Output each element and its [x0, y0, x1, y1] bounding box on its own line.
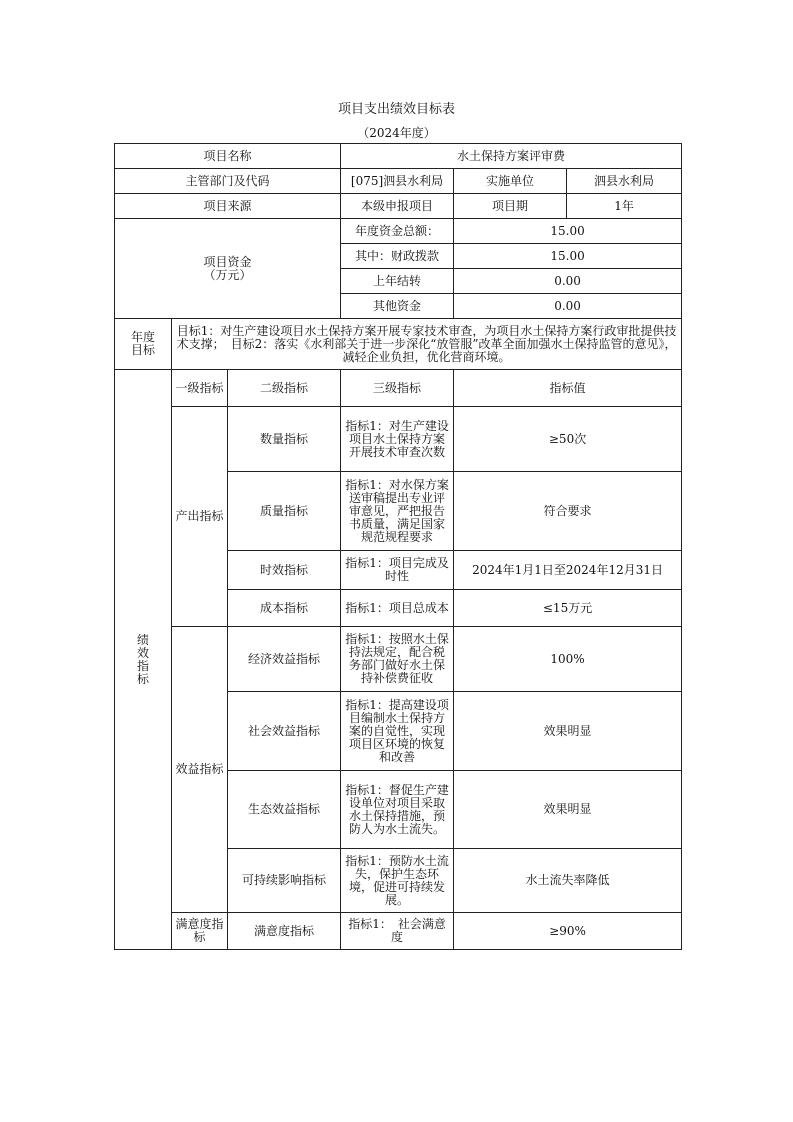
funds-total-label: 年度资金总额：	[341, 219, 454, 244]
header-level2: 二级指标	[228, 370, 341, 407]
impl-label: 实施单位	[454, 169, 567, 194]
project-name-value: 水土保持方案评审费	[341, 144, 682, 169]
value-cell: 水土流失率降低	[454, 849, 682, 913]
header-level1: 一级指标	[172, 370, 228, 407]
level2-cell: 成本指标	[228, 590, 341, 627]
doc-title: 项目支出绩效目标表	[337, 102, 455, 117]
level2-cell: 满意度指标	[228, 913, 341, 950]
period-label: 项目期	[454, 194, 567, 219]
value-cell: 100%	[454, 627, 682, 692]
source-label: 项目来源	[115, 194, 341, 219]
funds-carryover-label: 上年结转	[341, 269, 454, 294]
level3-cell: 指标1：项目完成及时性	[341, 551, 454, 590]
dept-label: 主管部门及代码	[115, 169, 341, 194]
level2-cell: 社会效益指标	[228, 692, 341, 771]
level3-cell: 指标1：提高建设项目编制水土保持方案的自觉性，实现项目区环境的恢复和改善	[341, 692, 454, 771]
level2-cell: 可持续影响指标	[228, 849, 341, 913]
level3-cell: 指标1：项目总成本	[341, 590, 454, 627]
group-output: 产出指标	[172, 407, 228, 627]
goal-label-line2: 目标	[130, 343, 155, 357]
group-benefit: 效益指标	[172, 627, 228, 913]
perf-label-char: 效	[136, 645, 149, 660]
level3-cell: 指标1：对生产建设项目水土保持方案开展技术审查次数	[341, 407, 454, 472]
goal-label-line1: 年度	[130, 330, 155, 344]
period-value: 1年	[567, 194, 682, 219]
level3-cell: 指标1：对水保方案送审稿提出专业评审意见，严把报告书质量，满足国家规范规程要求	[341, 472, 454, 551]
funds-total-value: 15.00	[454, 219, 682, 244]
source-value: 本级申报项目	[341, 194, 454, 219]
group-satisfaction: 满意度指标	[172, 913, 228, 950]
level2-cell: 经济效益指标	[228, 627, 341, 692]
funds-other-value: 0.00	[454, 294, 682, 319]
perf-label	[115, 370, 172, 950]
value-cell: 效果明显	[454, 692, 682, 771]
funds-fiscal-label: 其中：财政拨款	[341, 244, 454, 269]
level3-cell: 指标1：预防水土流失，保护生态环境，促进可持续发展。	[341, 849, 454, 913]
doc-year: （2024年度）	[357, 126, 436, 140]
project-name-label: 项目名称	[115, 144, 341, 169]
perf-label-char: 绩	[136, 632, 149, 647]
impl-value: 泗县水利局	[567, 169, 682, 194]
funds-carryover-value: 0.00	[454, 269, 682, 294]
goal-text: 目标1：对生产建设项目水土保持方案开展专家技术审查，为项目水土保持方案行政审批提供技术支撑； 目标2：落实《水利部关于进一步深化“放管服”改革全面加强水土保持监管的意见》，减轻企业负担，优化营商环境。	[172, 319, 682, 370]
perf-label-char: 指	[136, 658, 149, 673]
funds-label	[115, 219, 341, 319]
level3-cell: 指标1： 社会满意度	[341, 913, 454, 950]
level3-cell: 指标1：按照水土保持法规定，配合税务部门做好水土保持补偿费征收	[341, 627, 454, 692]
header-value: 指标值	[454, 370, 682, 407]
performance-table	[114, 143, 682, 950]
value-cell: 效果明显	[454, 771, 682, 849]
level2-cell: 生态效益指标	[228, 771, 341, 849]
value-cell: 符合要求	[454, 472, 682, 551]
perf-label-char: 标	[136, 671, 149, 686]
funds-label-line2: （万元）	[203, 267, 252, 282]
header-level3: 三级指标	[341, 370, 454, 407]
level3-cell: 指标1：督促生产建设单位对项目采取水土保持措施，预防人为水土流失。	[341, 771, 454, 849]
funds-fiscal-value: 15.00	[454, 244, 682, 269]
level2-cell: 数量指标	[228, 407, 341, 472]
funds-other-label: 其他资金	[341, 294, 454, 319]
value-cell: 2024年1月1日至2024年12月31日	[454, 551, 682, 590]
value-cell: ≥90%	[454, 913, 682, 950]
value-cell: ≤15万元	[454, 590, 682, 627]
level2-cell: 时效指标	[228, 551, 341, 590]
level2-cell: 质量指标	[228, 472, 341, 551]
value-cell: ≥50次	[454, 407, 682, 472]
funds-label-line1: 项目资金	[203, 254, 252, 269]
goal-label	[115, 319, 172, 370]
dept-value: [075]泗县水利局	[341, 169, 454, 194]
